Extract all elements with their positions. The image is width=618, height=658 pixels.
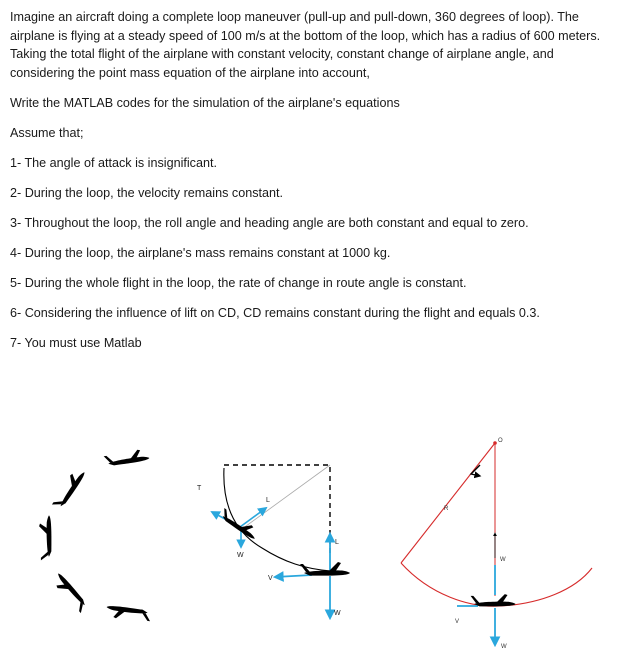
assumption-1: 1- The angle of attack is insignificant. bbox=[10, 156, 217, 170]
loop-curve-red bbox=[401, 563, 592, 606]
angle-indicator bbox=[471, 465, 480, 476]
aircraft-3 bbox=[39, 515, 51, 560]
assumption-2: 2- During the loop, the velocity remains constant. bbox=[10, 186, 284, 200]
aircraft-climbing bbox=[219, 507, 260, 541]
thrust-vector bbox=[240, 508, 266, 527]
radius-line bbox=[242, 465, 330, 529]
assumption-4: 4- During the loop, the airplane's mass remains constant at 1000 kg. bbox=[10, 246, 391, 260]
aircraft-2 bbox=[50, 467, 86, 511]
dashed-frame bbox=[224, 465, 330, 553]
label-thrust: T bbox=[197, 485, 202, 492]
assumption-6: 6- Considering the influence of lift on CD, CD remains constant during the flight and equals 0.3. bbox=[10, 306, 540, 320]
label-radius: R bbox=[444, 506, 449, 512]
problem-statement: Imagine an aircraft doing a complete loop maneuver (pull-up and pull-down, 360 degrees of loop). The airplane is flying at a steady speed of 100 m/s at the bottom of the loop, which has a radius of 600 meters. Taking the total flight of the airplane with constant velocity, constant change of airplane angle, and considering the point mass equation of the airplane into account, bbox=[10, 10, 601, 80]
aircraft-1 bbox=[103, 448, 149, 466]
diagram-loop-geometry bbox=[401, 438, 592, 650]
label-weight: W bbox=[334, 610, 341, 617]
assumption-7: 7- You must use Matlab bbox=[10, 336, 142, 350]
label-lift-top: L bbox=[266, 497, 270, 504]
label-weight-top: W bbox=[237, 552, 244, 559]
radius-line-red bbox=[401, 443, 495, 563]
label-weight-top-3: W bbox=[500, 557, 506, 563]
label-velocity-3: V bbox=[455, 619, 460, 625]
label-weight-3: W bbox=[501, 644, 507, 650]
diagram-force-analysis bbox=[197, 465, 350, 618]
label-origin: O bbox=[498, 438, 503, 444]
aircraft-bottom bbox=[300, 562, 350, 576]
document-body bbox=[10, 8, 610, 351]
aircraft-5 bbox=[105, 605, 151, 623]
assume-heading: Assume that; bbox=[10, 126, 84, 140]
aircraft-4 bbox=[51, 572, 89, 614]
aircraft-bottom-3 bbox=[471, 594, 516, 606]
assumption-5: 5- During the whole flight in the loop, the rate of change in route angle is constant. bbox=[10, 276, 467, 290]
instruction-text: Write the MATLAB codes for the simulation of the airplane's equations bbox=[10, 96, 400, 110]
loop-maneuver-figure bbox=[0, 430, 618, 658]
diagram-loop-sequence bbox=[39, 448, 151, 623]
figure-svg bbox=[0, 430, 618, 658]
label-lift: L bbox=[335, 539, 339, 546]
assumption-3: 3- Throughout the loop, the roll angle and heading angle are both constant and equal to zero. bbox=[10, 216, 529, 230]
velocity-vector bbox=[275, 575, 312, 577]
label-velocity: V bbox=[268, 575, 273, 582]
